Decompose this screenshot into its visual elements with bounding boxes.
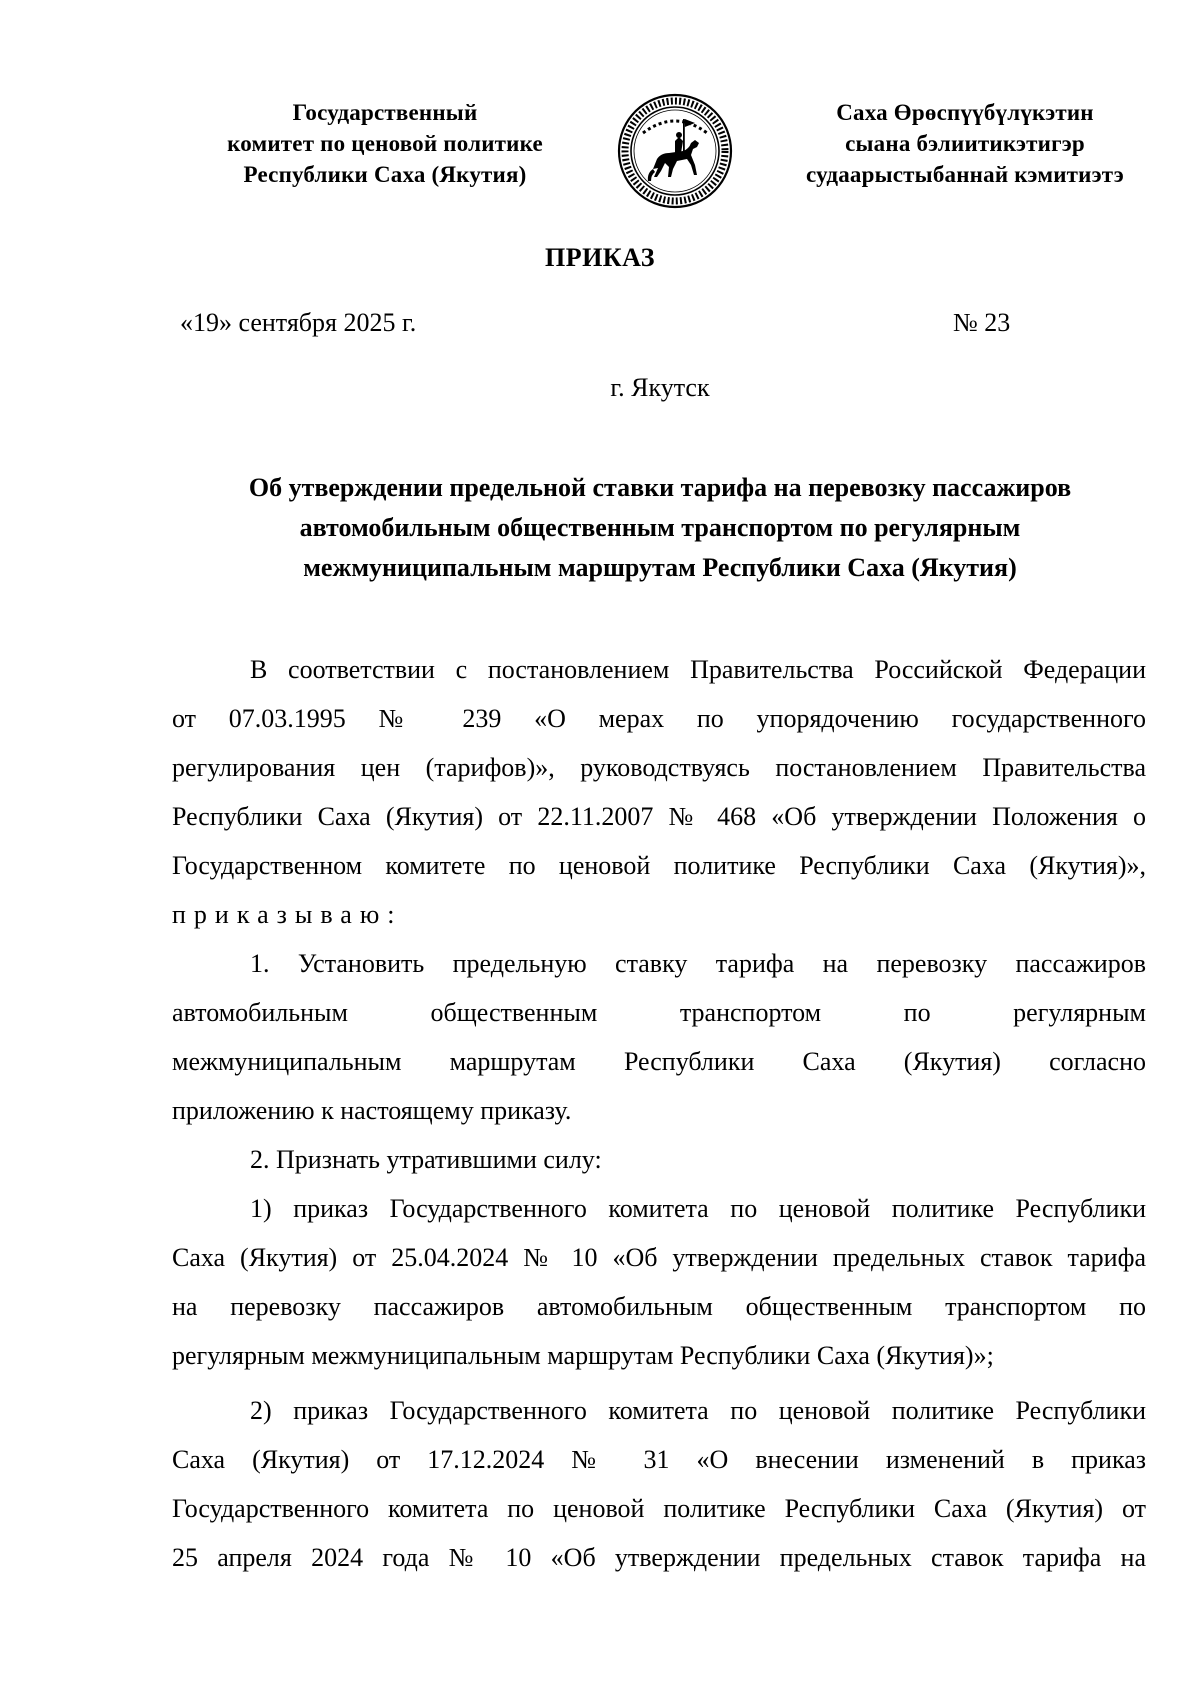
committee-name-line: Саха Өрөспүүбүлүкэтин: [836, 100, 1094, 125]
document-number: № 23: [953, 308, 1011, 337]
committee-name-line: судаарыстыбаннай кэмитиэтэ: [806, 162, 1124, 187]
body-line: Государственного комитета по ценовой политике Республики Саха (Якутия) от: [172, 1494, 1146, 1523]
body-line: приложению к настоящему приказу.: [172, 1096, 572, 1125]
body-line: приказываю:: [172, 900, 403, 929]
coat-of-arms-sakha-icon: [617, 93, 733, 209]
body-line: от 07.03.1995 № 239 «О мерах по упорядочению государственного: [172, 704, 1146, 733]
body-line: Республики Саха (Якутия) от 22.11.2007 № 468 «Об утверждении Положения о: [172, 802, 1146, 831]
body-line: 1) приказ Государственного комитета по ценовой политике Республики: [250, 1194, 1146, 1223]
body-line: Саха (Якутия) от 25.04.2024 № 10 «Об утверждении предельных ставок тарифа: [172, 1243, 1146, 1272]
committee-name-russian: [190, 97, 580, 190]
order-heading-line: Об утверждении предельной ставки тарифа на перевозку пассажиров: [248, 473, 1072, 502]
body-line: Государственном комитете по ценовой политике Республики Саха (Якутия)»,: [172, 851, 1146, 880]
committee-name-line: Республики Саха (Якутия): [243, 162, 527, 187]
body-line: 1. Установить предельную ставку тарифа на перевозку пассажиров: [250, 949, 1146, 978]
order-heading-line: межмуниципальным маршрутам Республики Саха (Якутия): [303, 553, 1017, 582]
body-line: Саха (Якутия) от 17.12.2024 № 31 «О внесении изменений в приказ: [172, 1445, 1146, 1474]
document-city: г. Якутск: [610, 373, 710, 402]
committee-name-sakha: [770, 97, 1160, 190]
order-heading-line: автомобильным общественным транспортом по регулярным: [299, 513, 1021, 542]
body-line: В соответствии с постановлением Правительства Российской Федерации: [250, 655, 1146, 684]
body-line: на перевозку пассажиров автомобильным общественным транспортом по: [172, 1292, 1146, 1321]
document-title: ПРИКАЗ: [544, 243, 656, 272]
document-date: «19» сентября 2025 г.: [180, 308, 417, 337]
committee-name-line: комитет по ценовой политике: [227, 131, 543, 156]
body-line: 2) приказ Государственного комитета по ценовой политике Республики: [250, 1396, 1146, 1425]
body-line: регулирования цен (тарифов)», руководствуясь постановлением Правительства: [172, 753, 1146, 782]
body-line: 2. Признать утратившими силу:: [250, 1145, 602, 1174]
body-line: регулярным межмуниципальным маршрутам Республики Саха (Якутия)»;: [172, 1341, 994, 1370]
body-line: межмуниципальным маршрутам Республики Саха (Якутия) согласно: [172, 1047, 1146, 1076]
committee-name-line: Государственный: [292, 100, 478, 125]
committee-name-line: сыана бэлиитикэтигэр: [845, 131, 1085, 156]
body-line: автомобильным общественным транспортом по регулярным: [172, 998, 1146, 1027]
body-line: 25 апреля 2024 года № 10 «Об утверждении предельных ставок тарифа на: [172, 1543, 1146, 1572]
order-heading: [170, 468, 1150, 588]
